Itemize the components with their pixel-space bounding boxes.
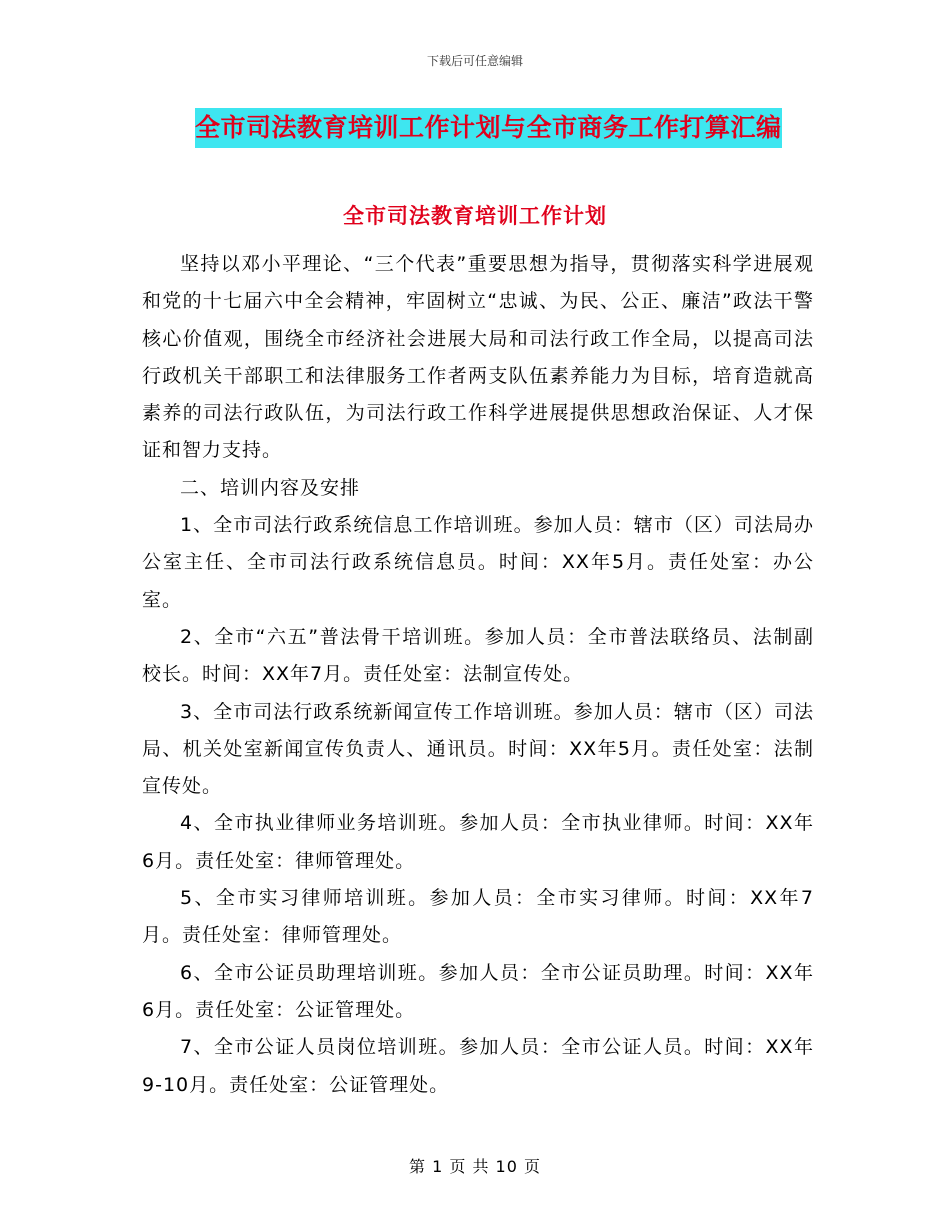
header-note: 下载后可任意编辑 [426, 54, 523, 68]
paragraph-item-6: 6、全市公证员助理培训班。参加人员：全市公证员助理。时间：XX年6月。责任处室：公证管理处。 [142, 961, 814, 1021]
page-footer: 第 1 页 共 10 页 [409, 1157, 541, 1176]
paragraph-item-7: 7、全市公证人员岗位培训班。参加人员：全市公证人员。时间：XX年9-10月。责任处室：公证管理处。 [142, 1036, 814, 1096]
paragraph-item-5: 5、全市实习律师培训班。参加人员：全市实习律师。时间：XX年7月。责任处室：律师管理处。 [142, 887, 814, 947]
section-title: 全市司法教育培训工作计划 [343, 204, 607, 228]
paragraph-heading-training: 二、培训内容及安排 [180, 476, 361, 499]
paragraph-item-3: 3、全市司法行政系统新闻宣传工作培训班。参加人员：辖市（区）司法局、机关处室新闻宣传负责人、通讯员。时间：XX年5月。责任处室：法制宣传处。 [142, 700, 814, 798]
paragraph-item-2: 2、全市“六五”普法骨干培训班。参加人员：全市普法联络员、法制副校长。时间：XX年7月。责任处室：法制宣传处。 [142, 625, 814, 686]
paragraph-item-4: 4、全市执业律师业务培训班。参加人员：全市执业律师。时间：XX年6月。责任处室：律师管理处。 [142, 812, 814, 872]
document-main-title: 全市司法教育培训工作计划与全市商务工作打算汇编 [195, 108, 782, 148]
document-body [142, 246, 814, 1104]
paragraph-item-1: 1、全市司法行政系统信息工作培训班。参加人员：辖市（区）司法局办公室主任、全市司法行政系统信息员。时间：XX年5月。责任处室：办公室。 [142, 514, 814, 611]
paragraph-intro: 坚持以邓小平理论、“三个代表”重要思想为指导，贯彻落实科学进展观和党的十七届六中全会精神，牢固树立“忠诚、为民、公正、廉洁”政法干警核心价值观，围绕全市经济社会进展大局和司法行政工作全局，以提高司法行政机关干部职工和法律服务工作者两支队伍素养能力为目标，培育造就高素养的司法行政队伍，为司法行政工作科学进展提供思想政治保证、人才保证和智力支持。 [142, 253, 814, 462]
